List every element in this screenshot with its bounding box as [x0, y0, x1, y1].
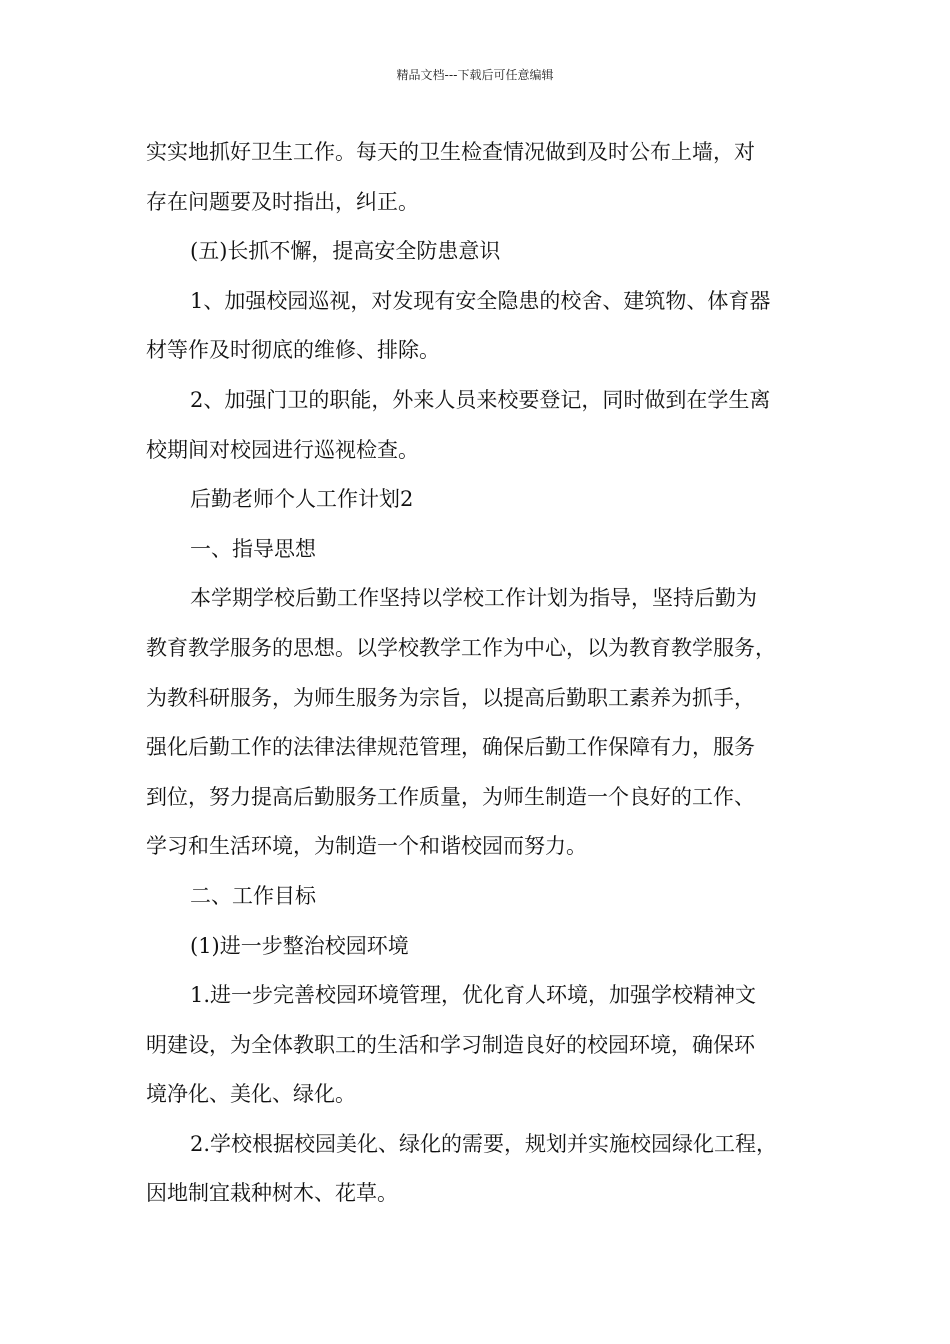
- text-line: 学习和生活环境，为制造一个和谐校园而努力。: [146, 834, 587, 859]
- text-line: (1)进一步整治校园环境: [190, 933, 409, 958]
- text-line: 强化后勤工作的法律法律规范管理，确保后勤工作保障有力，服务: [146, 735, 755, 760]
- document-body: [146, 128, 816, 1219]
- text-line: 为教科研服务，为师生服务为宗旨，以提高后勤职工素养为抓手，: [146, 685, 755, 710]
- text-line: 存在问题要及时指出，纠正。: [146, 189, 419, 214]
- text-line: 2.学校根据校园美化、绿化的需要，规划并实施校园绿化工程，: [190, 1131, 778, 1156]
- text-line: 1、加强校园巡视，对发现有安全隐患的校舍、建筑物、体育器: [190, 288, 771, 313]
- text-line: 到位，努力提高后勤服务工作质量，为师生制造一个良好的工作、: [146, 784, 755, 809]
- text-line: 后勤老师个人工作计划2: [190, 487, 414, 512]
- text-line: 实实地抓好卫生工作。每天的卫生检查情况做到及时公布上墙，对: [146, 140, 755, 164]
- text-line: 2、加强门卫的职能，外来人员来校要登记，同时做到在学生离: [190, 387, 771, 412]
- text-line: 一、指导思想: [190, 536, 316, 561]
- text-line: 校期间对校园进行巡视检查。: [146, 437, 419, 462]
- page-header: 精品文档---下载后可任意编辑: [396, 68, 554, 82]
- text-line: 教育教学服务的思想。以学校教学工作为中心，以为教育教学服务，: [146, 635, 776, 660]
- text-line: (五)长抓不懈，提高安全防患意识: [190, 239, 501, 264]
- text-line: 因地制宜栽种树木、花草。: [146, 1181, 398, 1206]
- text-line: 1.进一步完善校园环境管理，优化育人环境，加强学校精神文: [190, 983, 757, 1008]
- text-line: 境净化、美化、绿化。: [146, 1082, 356, 1107]
- text-line: 材等作及时彻底的维修、排除。: [146, 338, 440, 363]
- text-line: 本学期学校后勤工作坚持以学校工作计划为指导，坚持后勤为: [190, 586, 757, 611]
- text-line: 明建设，为全体教职工的生活和学习制造良好的校园环境，确保环: [146, 1032, 755, 1057]
- text-line: 二、工作目标: [190, 883, 316, 908]
